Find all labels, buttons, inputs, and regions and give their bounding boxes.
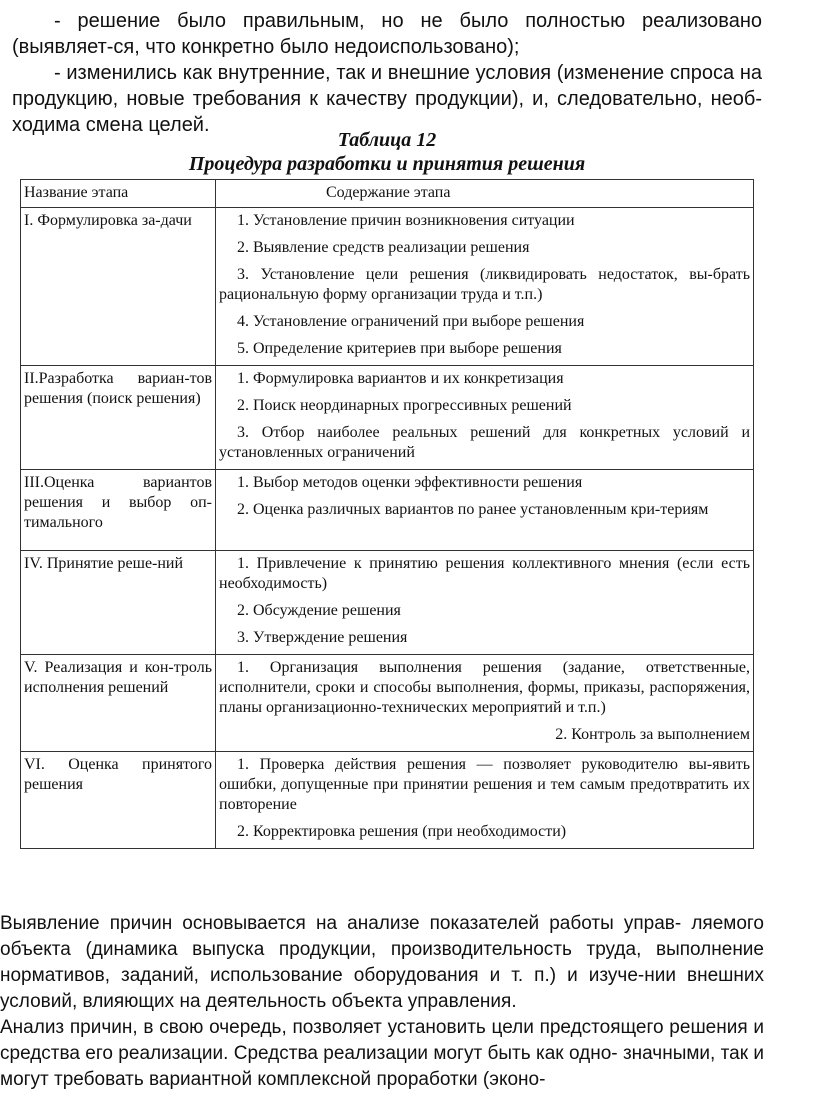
stage-name: IV. Принятие реше-ний — [21, 551, 216, 655]
stage-item: 3. Установление цели решения (ликвидировать недостаток, вы-брать рациональную форму организации труда и т.п.) — [219, 266, 750, 303]
intro-paragraph-1: - решение было правильным, но не было полностью реализовано (выявляет-ся, что конкретно было недоиспользовано); — [12, 10, 762, 58]
stage-content — [216, 655, 754, 752]
table-row — [21, 208, 754, 366]
stage-content — [216, 551, 754, 655]
stage-item: 5. Определение критериев при выборе решения — [237, 340, 562, 357]
stage-item: 1. Организация выполнения решения (задание, ответственные, исполнители, сроки и способы выполнения, формы, приказы, распоряжения, планы организационно-технических мероприятий и т.п.) — [219, 659, 750, 716]
table-caption — [12, 128, 762, 176]
table-row — [21, 366, 754, 470]
stage-item: 2. Обсуждение решения — [237, 602, 401, 619]
stage-item: 2. Оценка различных вариантов по ранее установленным кри-териям — [237, 501, 709, 518]
stage-item: 1. Выбор методов оценки эффективности решения — [237, 474, 583, 491]
header-stage-content: Содержание этапа — [216, 180, 754, 208]
stage-name: VI. Оценка принятого решения — [21, 752, 216, 849]
stage-item: 1. Привлечение к принятию решения коллективного мнения (если есть необходимость) — [219, 555, 750, 592]
stage-item: 2. Контроль за выполнением — [555, 726, 750, 743]
stage-name: III.Оценка вариантов решения и выбор оп-тимального — [21, 470, 216, 551]
stage-name: I. Формулировка за-дачи — [21, 208, 216, 366]
table-header-row — [21, 180, 754, 208]
header-stage-name: Название этапа — [21, 180, 216, 208]
stage-item: 2. Выявление средств реализации решения — [237, 239, 530, 256]
table-row — [21, 551, 754, 655]
table-title: Процедура разработки и принятия решения — [188, 153, 586, 175]
intro-text — [12, 8, 762, 138]
table-row — [21, 752, 754, 849]
intro-paragraph-2: - изменились как внутренние, так и внешние условия (изменение спроса на продукцию, новые требования к качеству продукции), и, следовательно, необ-ходима смена целей. — [12, 62, 762, 136]
stage-item: 3. Утверждение решения — [237, 629, 408, 646]
stage-content — [216, 208, 754, 366]
procedure-table — [20, 179, 754, 849]
table-row — [21, 470, 754, 551]
stage-content — [216, 470, 754, 551]
table-number: Таблица 12 — [337, 129, 437, 151]
stage-content — [216, 752, 754, 849]
table-row — [21, 655, 754, 752]
stage-content — [216, 366, 754, 470]
outro-paragraph-1: Выявление причин основывается на анализе показателей работы управ- ляемого объекта (динамика выпуска продукции, производительность труда, выполнение нормативов, заданий, использование оборудования и т. п.) и изуче-нии внешних условий, влияющих на деятельность объекта управления. — [0, 913, 764, 1012]
stage-item: 1. Проверка действия решения — позволяет руководителю вы-явить ошибки, допущенные при принятии решения и тем самым предотвратить их повторение — [219, 756, 750, 813]
outro-paragraph-2: Анализ причин, в свою очередь, позволяет установить цели предстоящего решения и средства его реализации. Средства реализации могут быть как одно- значными, так и могут требовать вариантной комплексной проработки (эконо- — [0, 1017, 764, 1090]
outro-text — [0, 911, 764, 1093]
stage-item: 3. Отбор наиболее реальных решений для конкретных условий и установленных ограничений — [219, 424, 750, 461]
stage-name: V. Реализация и кон-троль исполнения решений — [21, 655, 216, 752]
stage-item: 2. Корректировка решения (при необходимости) — [237, 823, 567, 840]
stage-item: 4. Установление ограничений при выборе решения — [237, 313, 585, 330]
stage-item: 1. Формулировка вариантов и их конкретизация — [237, 370, 564, 387]
stage-item: 2. Поиск неординарных прогрессивных решений — [237, 397, 572, 414]
stage-item: 1. Установление причин возникновения ситуации — [237, 212, 575, 229]
stage-name: II.Разработка вариан-тов решения (поиск решения) — [21, 366, 216, 470]
